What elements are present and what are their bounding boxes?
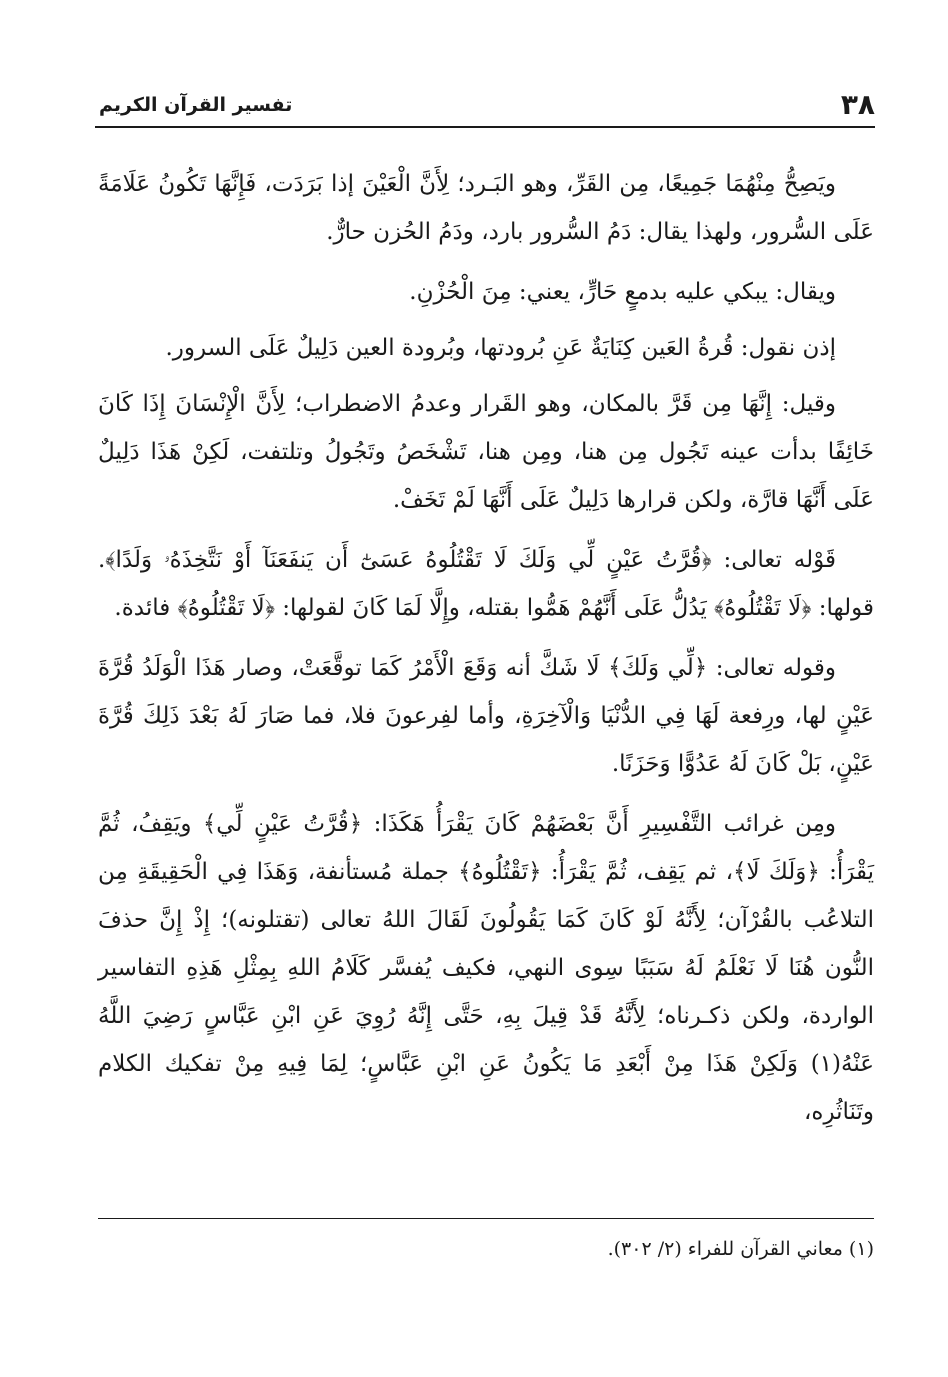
page-number: ٣٨: [840, 88, 875, 121]
paragraph: وقوله تعالى: ﴿لِّي وَلَكَ﴾ لَا شَكَّ أنه وَقَعَ الْأَمْرُ كَمَا توقَّعَتْ، وصار هَذَا الْوَلَدُ قُرَّةَ عَيْنٍ لها، ورِفعة لَهَا فِي الدُّنْيَا وَالْآخِرَةِ، وأما لفِرعونَ فلا، فما صَارَ لَهُ بَعْدَ ذَلِكَ قُرَّةَ عَيْنٍ، بَلْ كَانَ لَهُ عَدُوًّا وَحَزَنًا.: [98, 655, 874, 777]
footnote-divider: [98, 1218, 874, 1219]
footnote: (١) معاني القرآن للفراء (٢/ ٣٠٢).: [607, 1238, 874, 1260]
paragraph: قَوْله تعالى: ﴿قُرَّتُ عَيْنٍ لِّي وَلَكَ لَا تَقْتُلُوهُ عَسَىٰٓ أَن يَنفَعَنَآ أَوْ نَتَّخِذَهُۥ وَلَدًا﴾. قولها: ﴿لَا تَقْتُلُوهُ﴾ يَدُلُّ عَلَى أَنَّهُمْ هَمُّوا بقتله، وإِلَّا لَمَا كَانَ لقولها: ﴿لَا تَقْتُلُوهُ﴾ فائدة.: [98, 547, 874, 621]
paragraph: إذن نقول: قُرةُ العَين كِنَايَةٌ عَنِ بُرودتها، وبُرودة العين دَلِيلٌ عَلَى السرور.: [165, 335, 836, 361]
paragraph: ومِن غرائب التَّفْسِيرِ أَنَّ بَعْضَهُمْ كَانَ يَقْرَأُ هَكَذَا: ﴿قُرَّتُ عَيْنٍ لِّي﴾ ويَقِفُ، ثُمَّ يَقْرَأُ: ﴿وَلَكَ لَا﴾، ثم يَقِف، ثُمَّ يَقْرَأُ: ﴿تَقْتُلُوهُ﴾ جملة مُستأنفة، وَهَذَا فِي الْحَقِيقَةِ مِن التلاعُب بالقُرْآن؛ لِأَنَّهُ لَوْ كَانَ كَمَا يَقُولُونَ لَقَالَ اللهُ تعالى (تقتلونه)؛ إِذْ إِنَّ حذفَ النُّون هُنَا لَا نَعْلَمُ لَهُ سَبَبًا سِوى النهي، فكيف يُفسَّر كَلَامُ اللهِ بِمِثْلِ هَذِهِ التفاسير الواردة، ولكن ذكـرناه؛ لِأَنَّهُ قَدْ قِيلَ بِهِ، حَتَّى إِنَّهُ رُوِيَ عَنِ ابْنِ عَبَّاسٍ رَضِيَ اللَّهُ عَنْهُ(١) وَلَكِنْ هَذَا مِنْ أَبْعَدِ مَا يَكُونُ عَنِ ابْنِ عَبَّاسٍ؛ لِمَا فِيهِ مِنْ تفكيك الكلام وتَنَاثُرِه،: [98, 811, 874, 1125]
body-text: [98, 160, 874, 1148]
book-title: تفسير القرآن الكريم: [99, 94, 293, 116]
page-header: [95, 86, 875, 128]
paragraph: ويَصِحُّ مِنْهُمَا جَمِيعًا، مِن القَرِّ، وهو البَـرد؛ لِأَنَّ الْعَيْنَ إذا بَرَدَت، فَإِنَّهَا تَكُونُ عَلَامَةً عَلَى السُّرور، ولهذا يقال: دَمُ السُّرور بارد، ودَمُ الحُزن حارٌّ.: [98, 171, 874, 245]
paragraph: وقيل: إِنَّهَا مِن قَرَّ بالمكان، وهو القَرار وعدمُ الاضطراب؛ لِأَنَّ الْإِنْسَانَ إِذَا كَانَ خَائِفًا بدأت عينه تَجُول مِن هنا، ومِن هنا، تَشْخَصُ وتَجُولُ وتلتفت، لَكِنْ هَذَا دَلِيلٌ عَلَى أَنَّهَا قارَّة، ولكن قرارها دَلِيلٌ عَلَى أَنَّهَا لَمْ تَخَفْ.: [98, 391, 874, 513]
paragraph: ويقال: يبكي عليه بدمعٍ حَارٍّ، يعني: مِنَ الْحُزْنِ.: [409, 279, 836, 305]
